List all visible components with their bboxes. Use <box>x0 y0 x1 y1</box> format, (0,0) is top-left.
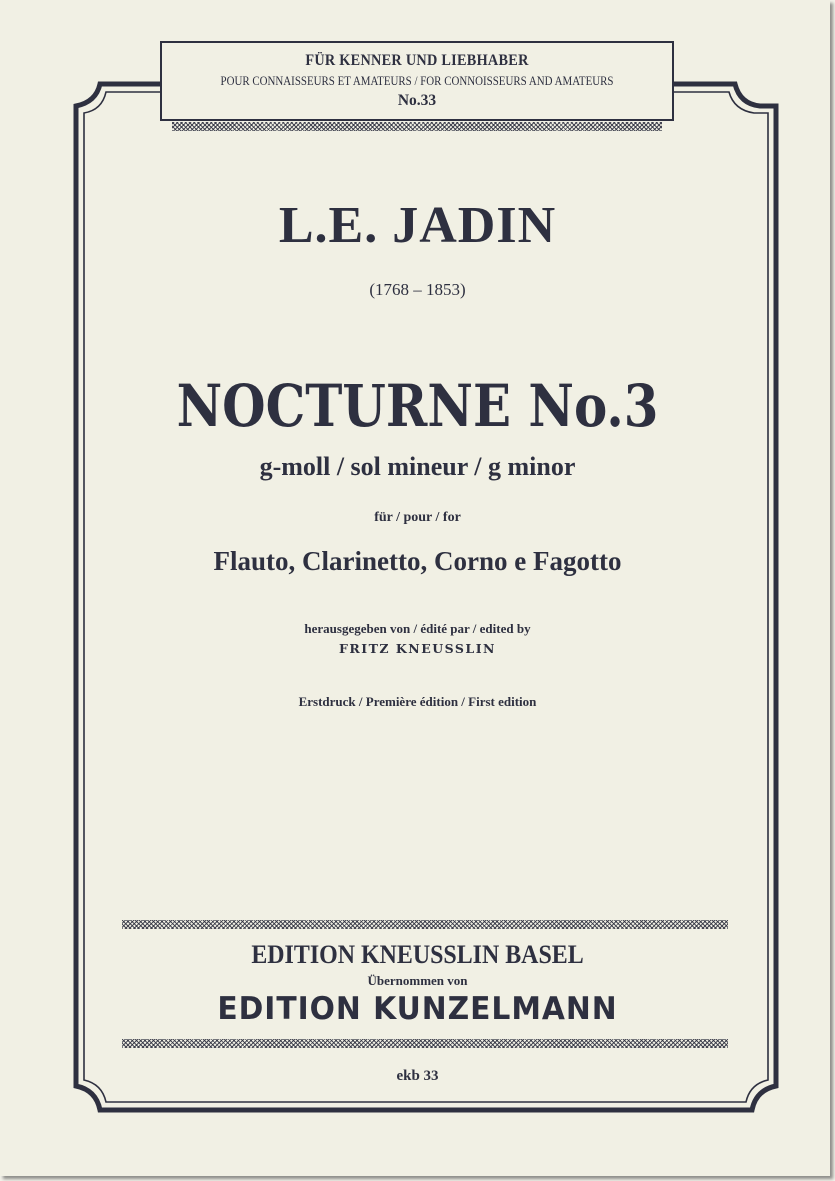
work-key: g-moll / sol mineur / g minor <box>259 452 576 481</box>
work-title: NOCTURNE No.3 <box>176 372 659 440</box>
edited-by-label: herausgegeben von / édité par / edited by <box>304 621 531 636</box>
composer-name: L.E. JADIN <box>278 197 557 254</box>
editor-name: FRITZ KNEUSSLIN <box>339 641 496 656</box>
series-number: No.33 <box>397 92 437 109</box>
series-subtitle: POUR CONNAISSEURS ET AMATEURS / FOR CONNOISSEURS AND AMATEURS <box>220 73 614 88</box>
successor-publisher-logo: EDITION KUNZELMANN <box>217 991 618 1027</box>
header-shadow-hatch <box>172 122 662 131</box>
publisher-name: EDITION KNEUSSLIN BASEL <box>251 940 584 969</box>
for-label: für / pour / for <box>374 510 461 525</box>
composer-dates: (1768 – 1853) <box>369 280 466 299</box>
taken-over-label: Übernommen von <box>367 973 468 988</box>
series-header-box <box>160 41 674 121</box>
series-title: FÜR KENNER UND LIEBHABER <box>305 52 529 69</box>
publisher-bottom-hatch <box>122 1039 728 1048</box>
instrumentation: Flauto, Clarinetto, Corno e Fagotto <box>213 546 622 576</box>
catalog-number: ekb 33 <box>396 1068 439 1084</box>
publisher-top-hatch <box>122 920 728 929</box>
first-edition-label: Erstdruck / Première édition / First edition <box>298 694 537 709</box>
